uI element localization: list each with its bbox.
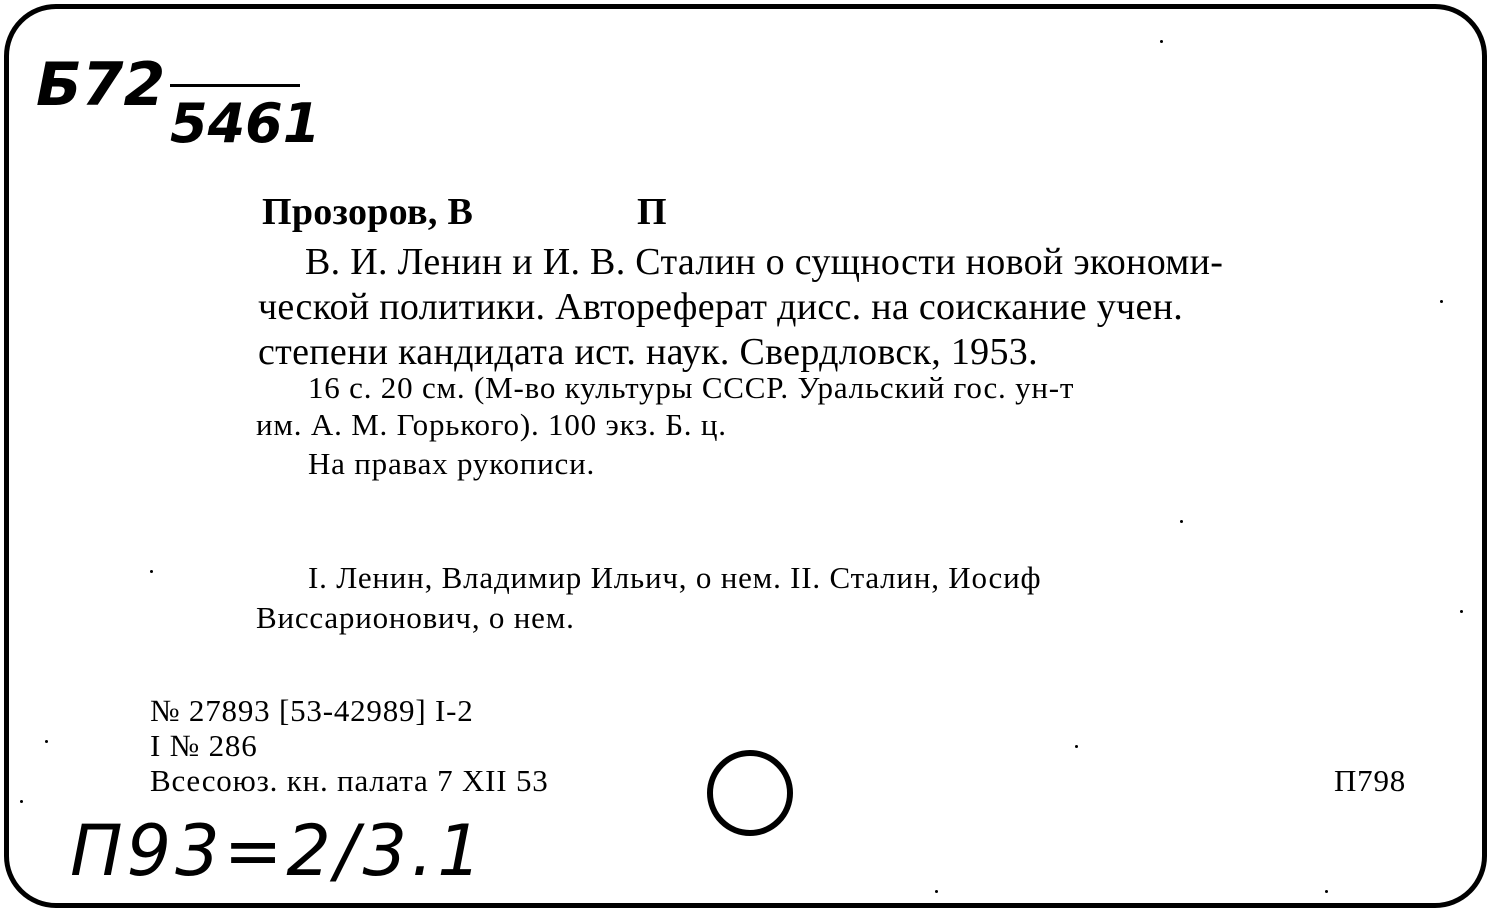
registry-line-3: Всесоюз. кн. палата 7 XII 53 <box>150 763 549 798</box>
speck <box>1325 890 1328 893</box>
handwritten-classification: П93=2/3.1 <box>70 810 486 892</box>
shelfmark-rule <box>170 84 300 87</box>
shelfmark-top: Б72 <box>36 50 166 120</box>
speck <box>935 890 938 893</box>
speck <box>1440 300 1443 303</box>
author-initial: П <box>637 191 667 233</box>
shelfmark-bottom: 5461 <box>170 92 321 155</box>
subjects-line-2: Виссарионович, о нем. <box>256 600 575 635</box>
collation-line-2: им. А. М. Горького). 100 экз. Б. ц. <box>256 407 727 442</box>
card-hole <box>707 750 793 836</box>
speck <box>45 740 48 743</box>
subjects-line-1: I. Ленин, Владимир Ильич, о нем. II. Сталин, Иосиф <box>308 560 1042 595</box>
speck <box>150 570 153 573</box>
registry-line-1: № 27893 [53-42989] I-2 <box>150 693 474 728</box>
speck <box>1075 745 1078 748</box>
speck <box>1160 40 1163 43</box>
speck <box>1180 520 1183 523</box>
title-line-3: степени кандидата ист. наук. Свердловск, 1953. <box>258 331 1038 373</box>
card-code: П798 <box>1334 763 1407 798</box>
author-heading: Прозоров, В <box>262 191 474 233</box>
speck <box>1460 610 1463 613</box>
collation-line-1: 16 с. 20 см. (М-во культуры СССР. Уральский гос. ун-т <box>308 370 1075 405</box>
registry-line-2: I № 286 <box>150 728 258 763</box>
note-line: На правах рукописи. <box>308 446 596 481</box>
title-line-1: В. И. Ленин и И. В. Сталин о сущности новой экономи- <box>305 241 1224 283</box>
speck <box>20 800 23 803</box>
title-line-2: ческой политики. Автореферат дисс. на соискание учен. <box>258 286 1184 328</box>
